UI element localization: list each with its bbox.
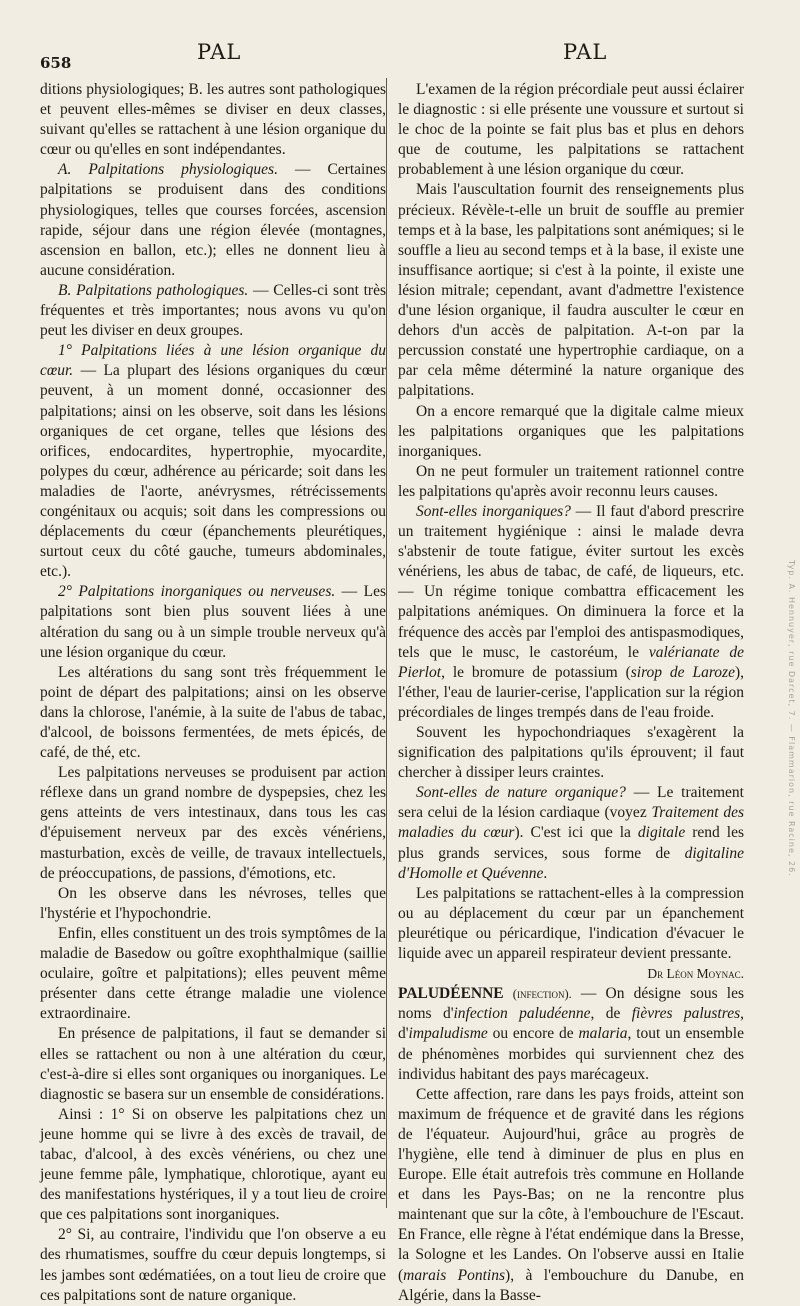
paragraph: Les palpitations nerveuses se produisent par action réflexe dans un grand nombre de dyspepsies, chez les gens atteints de vers intestinaux, dans tous les cas d'épuisement nerveux par des excès vénériens, masturbation, excès de veille, de travaux intellectuels, de préoccupations, de passions, d'émotions, etc. <box>40 764 386 882</box>
section-label: 2° Palpitations inorganiques ou nerveuses. <box>58 583 336 601</box>
paragraph: 2° Palpitations inorganiques ou nerveuses. — Les palpitations sont bien plus souvent liées à une altération du sang ou à un simple trouble nerveux qu'à une lésion organique du cœur. <box>40 583 386 661</box>
paragraph: B. Palpitations pathologiques. — Celles-ci sont très fréquentes et très importantes; nous avons vu qu'on peut les diviser en deux groupes. <box>40 281 386 340</box>
paragraph: On les observe dans les névroses, telles que l'hystérie et l'hypochondrie. <box>40 884 386 922</box>
paragraph: En présence de palpitations, il faut se demander si elles se rattachent ou non à une altération du cœur, c'est-à-dire si elles sont organiques ou inorganiques. Le diagnostic se basera sur un ensemble de considérations. <box>40 1025 386 1103</box>
running-head-left: PAL <box>197 40 242 64</box>
paragraph: 2° Si, au contraire, l'individu que l'on observe a eu des rhumatismes, souffre du cœur depuis longtemps, si les jambes sont œdématiées, on a tout lieu de croire que ces palpitations sont de nature organique. <box>40 1226 386 1304</box>
paragraph: Cette affection, rare dans les pays froids, atteint son maximum de fréquence et de gravité dans les régions de l'équateur. Aujourd'hui, grâce au progrès de l'hygiène, elle tend à diminuer de plus en plus en Europe. Elle était autrefois très commune en Hollande et dans les Pays-Bas; on ne la rencontre plus maintenant que sur la côte, à l'embouchure de l'Escaut. En France, elle règne à l'état endémique dans la Bresse, la Sologne et les Landes. On l'observe aussi en Italie (marais Pontins), à l'embouchure du Danube, en Algérie, dans la Basse- <box>398 1085 744 1304</box>
paragraph: Enfin, elles constituent un des trois symptômes de la maladie de Basedow ou goître exophthalmique (saillie oculaire, goître et palpitations); elles peuvent même présenter dans cette étrange maladie une violence extraordinaire. <box>40 924 386 1023</box>
paragraph: Mais l'auscultation fournit des renseignements plus précieux. Révèle-t-elle un bruit de souffle au premier temps et à la base, les palpitations sont anémiques; si le souffle a lieu au second temps et à la base, il existe une insuffisance aortique; si c'est à la pointe, il existe une lésion mitrale; cependant, avant d'admettre l'existence d'une lésion organique, il faudra ausculter le cœur en dehors d'un accès de palpitation. A-t-on par la percussion constaté une hypertrophie cardiaque, on a par cela même déterminé la nature organique des palpitations. <box>398 181 744 400</box>
entry-paragraph: PALUDÉENNE (infection). — On désigne sous les noms d'infection paludéenne, de fièvres palustres, d'impaludisme ou encore de malaria, tout un ensemble de phénomènes morbides qui surviennent chez des individus habitant des pays marécageux. <box>398 985 744 1083</box>
section-label: Sont-elles de nature organique? <box>416 784 626 802</box>
paragraph: 1° Palpitations liées à une lésion organique du cœur. — La plupart des lésions organiques du cœur peuvent, à un moment donné, occasionner des palpitations; ainsi on les observe, soit dans les lésions organiques de cet organe, telles que lésions des orifices, endocardites, hypertrophie, myocardite, polypes du cœur, adhérence au péricarde; soit dans les maladies de l'aorte, anévrysmes, rétrécissements congénitaux ou acquis; soit dans les compressions ou déplacements du cœur (épanchements pleurétiques, surtout ceux du côté gauche, tumeurs abdominales, etc.). <box>40 342 386 581</box>
paragraph: Ainsi : 1° Si on observe les palpitations chez un jeune homme qui se livre à des excès de travail, de tabac, d'alcool, à des excès vénériens, ou chez une jeune femme pâle, lymphatique, chlorotique, ayant eu des manifestations hystériques, il y a tout lieu de croire que ces palpitations sont inorganiques. <box>40 1105 386 1224</box>
entry-title: PALUDÉENNE <box>398 985 504 1003</box>
printer-margin-note: Typ. A. Hennuyer, rue Darcet, 7. — Flammarion, rue Racine, 26. <box>787 560 796 877</box>
left-column <box>40 80 386 1304</box>
paragraph: A. Palpitations physiologiques. — Certaines palpitations se produisent dans des conditions physiologiques, telles que courses forcées, ascension rapide, séjour dans une région élevée (montagnes, ascension en ballon, etc.); elles ne donnent lieu à aucune considération. <box>40 161 386 279</box>
paragraph: Sont-elles inorganiques? — Il faut d'abord prescrire un traitement hygiénique : ainsi le malade devra s'abstenir de toute fatigue, éviter surtout les excès vénériens, les abus de tabac, de café, de liqueurs, etc. — Un régime tonique combattra efficacement les palpitations anémiques. On diminuera la force et la fréquence des accès par l'emploi des antispasmodiques, tels que le musc, le castoréum, le valérianate de Pierlot, le bromure de potassium (sirop de Laroze), l'éther, l'eau de laurier-cerise, l'application sur la région précordiales de linges trempés dans de l'eau froide. <box>398 502 744 721</box>
author-signature: Dr Léon Moynac. <box>647 966 744 982</box>
page-number: 658 <box>40 54 72 72</box>
right-column <box>398 80 744 1304</box>
paragraph: Sont-elles de nature organique? — Le traitement sera celui de la lésion cardiaque (voyez Traitement des maladies du cœur). C'est ici que la digitale rend les plus grands services, sous forme de digitaline d'Homolle et Quévenne. <box>398 784 744 882</box>
paragraph: Souvent les hypochondriaques s'exagèrent la signification des palpitations qu'ils éprouvent; il faut chercher à dissiper leurs craintes. <box>398 724 744 782</box>
paragraph: L'examen de la région précordiale peut aussi éclairer le diagnostic : si elle présente une voussure et surtout si le choc de la pointe se fait plus bas et plus en dehors que de coutume, les palpitations se rattachent probablement à une lésion organique du cœur. <box>398 81 744 179</box>
paragraph: On a encore remarqué que la digitale calme mieux les palpitations organiques que les palpitations inorganiques. <box>398 402 744 460</box>
section-label: B. Palpitations pathologiques. <box>58 281 249 299</box>
paragraph: ditions physiologiques; B. les autres sont pathologiques et peuvent elles-mêmes se diviser en deux classes, suivant qu'elles se rattachent à une lésion organique du cœur ou qu'elles en sont indépendantes. <box>40 81 386 159</box>
section-label: 1° Palpitations liées à une lésion organique du cœur. <box>40 342 386 380</box>
entry-subtitle: (infection). <box>512 987 572 1002</box>
column-divider <box>386 78 387 1208</box>
paragraph: Les palpitations se rattachent-elles à la compression ou au déplacement du cœur par un épanchement pleurétique ou péricardique, l'indication d'évacuer le liquide avec un appareil respirateur devient pressante. <box>398 884 744 963</box>
paragraph: Les altérations du sang sont très fréquemment le point de départ des palpitations; ainsi on les observe dans la chlorose, l'anémie, à la suite de l'abus de tabac, d'alcool, de boissons fermentées, de mets épicés, de café, de thé, etc. <box>40 663 386 762</box>
section-label: Sont-elles inorganiques? <box>416 502 571 520</box>
paragraph: On ne peut formuler un traitement rationnel contre les palpitations qu'après avoir reconnu leurs causes. <box>398 462 744 500</box>
running-head-right: PAL <box>563 40 608 64</box>
section-label: A. Palpitations physiologiques. <box>58 161 278 179</box>
